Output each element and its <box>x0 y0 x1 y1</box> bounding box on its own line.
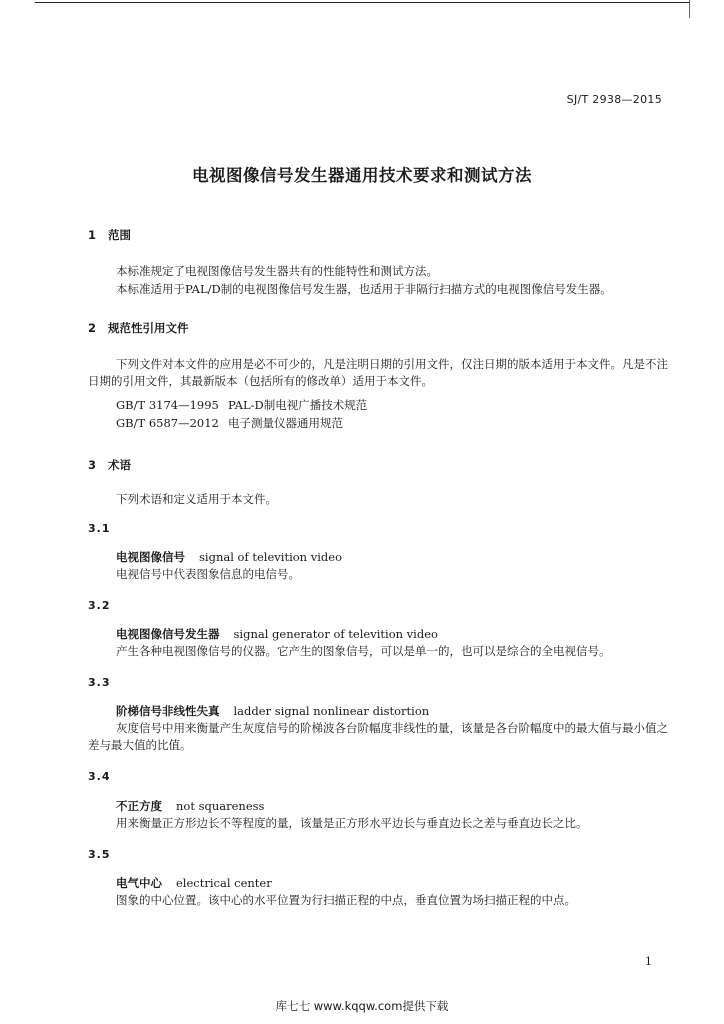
paragraph: 本标准适用于PAL/D制的电视图像信号发生器，也适用于非隔行扫描方式的电视图像信号发生器。 <box>116 282 612 296</box>
top-border-line <box>35 2 689 3</box>
top-border-tick <box>689 0 690 18</box>
section-number: 3 <box>88 458 97 472</box>
reference-item <box>116 397 367 413</box>
reference-code: GB/T 3174—1995 <box>116 398 219 412</box>
term-zh: 阶梯信号非线性失真 <box>116 704 220 718</box>
section-3-heading <box>88 457 131 473</box>
term-en: not squareness <box>176 799 265 813</box>
term-en: signal generator of televition video <box>233 627 438 641</box>
term-zh: 电气中心 <box>116 876 162 890</box>
term-heading <box>116 703 429 719</box>
subsection-number: 3.4 <box>88 770 111 783</box>
term-definition: 用来衡量正方形边长不等程度的量，该量是正方形水平边长与垂直边长之差与垂直边长之比。 <box>116 816 588 830</box>
subsection-number: 3.5 <box>88 848 111 861</box>
term-heading <box>116 798 264 814</box>
term-en: signal of televition video <box>199 550 343 564</box>
term-definition: 产生各种电视图像信号的仪器。它产生的图象信号，可以是单一的，也可以是综合的全电视信号。 <box>116 644 611 658</box>
section-title: 规范性引用文件 <box>108 321 189 335</box>
section-number: 1 <box>88 228 97 242</box>
page-number: 1 <box>645 955 652 968</box>
term-heading <box>116 626 438 642</box>
reference-name: 电子测量仪器通用规范 <box>228 416 343 430</box>
reference-name: PAL-D制电视广播技术规范 <box>228 398 368 412</box>
subsection-number: 3.3 <box>88 676 111 689</box>
term-zh: 不正方度 <box>116 799 162 813</box>
download-footer: 库七七 www.kqqw.com提供下载 <box>275 999 449 1013</box>
reference-item <box>116 415 343 431</box>
section-2-heading <box>88 320 189 336</box>
term-zh: 电视图像信号发生器 <box>116 627 220 641</box>
section-title: 范围 <box>108 228 131 242</box>
term-heading <box>116 875 272 891</box>
term-heading <box>116 549 342 565</box>
document-title: 电视图像信号发生器通用技术要求和测试方法 <box>192 166 532 185</box>
paragraph: 本标准规定了电视图像信号发生器共有的性能特性和测试方法。 <box>116 264 438 278</box>
document-code: SJ/T 2938—2015 <box>566 93 662 106</box>
term-definition: 灰度信号中用来衡量产生灰度信号的阶梯波各台阶幅度非线性的量，该量是各台阶幅度中的最大值与最小值之差与最大值的比值。 <box>88 721 668 752</box>
term-zh: 电视图像信号 <box>116 550 185 564</box>
term-en: electrical center <box>176 876 272 890</box>
term-definition: 图象的中心位置。该中心的水平位置为行扫描正程的中点，垂直位置为场扫描正程的中点。 <box>116 893 576 907</box>
section-1-heading <box>88 227 131 243</box>
section-title: 术语 <box>108 458 131 472</box>
reference-code: GB/T 6587—2012 <box>116 416 219 430</box>
term-en: ladder signal nonlinear distortion <box>233 704 430 718</box>
term-definition: 电视信号中代表图象信息的电信号。 <box>116 567 300 581</box>
paragraph: 下列文件对本文件的应用是必不可少的，凡是注明日期的引用文件，仅注日期的版本适用于本文件。凡是不注日期的引用文件，其最新版本（包括所有的修改单）适用于本文件。 <box>88 357 668 388</box>
subsection-number: 3.2 <box>88 599 111 612</box>
section-number: 2 <box>88 321 97 335</box>
subsection-number: 3.1 <box>88 522 111 535</box>
paragraph: 下列术语和定义适用于本文件。 <box>116 492 277 506</box>
